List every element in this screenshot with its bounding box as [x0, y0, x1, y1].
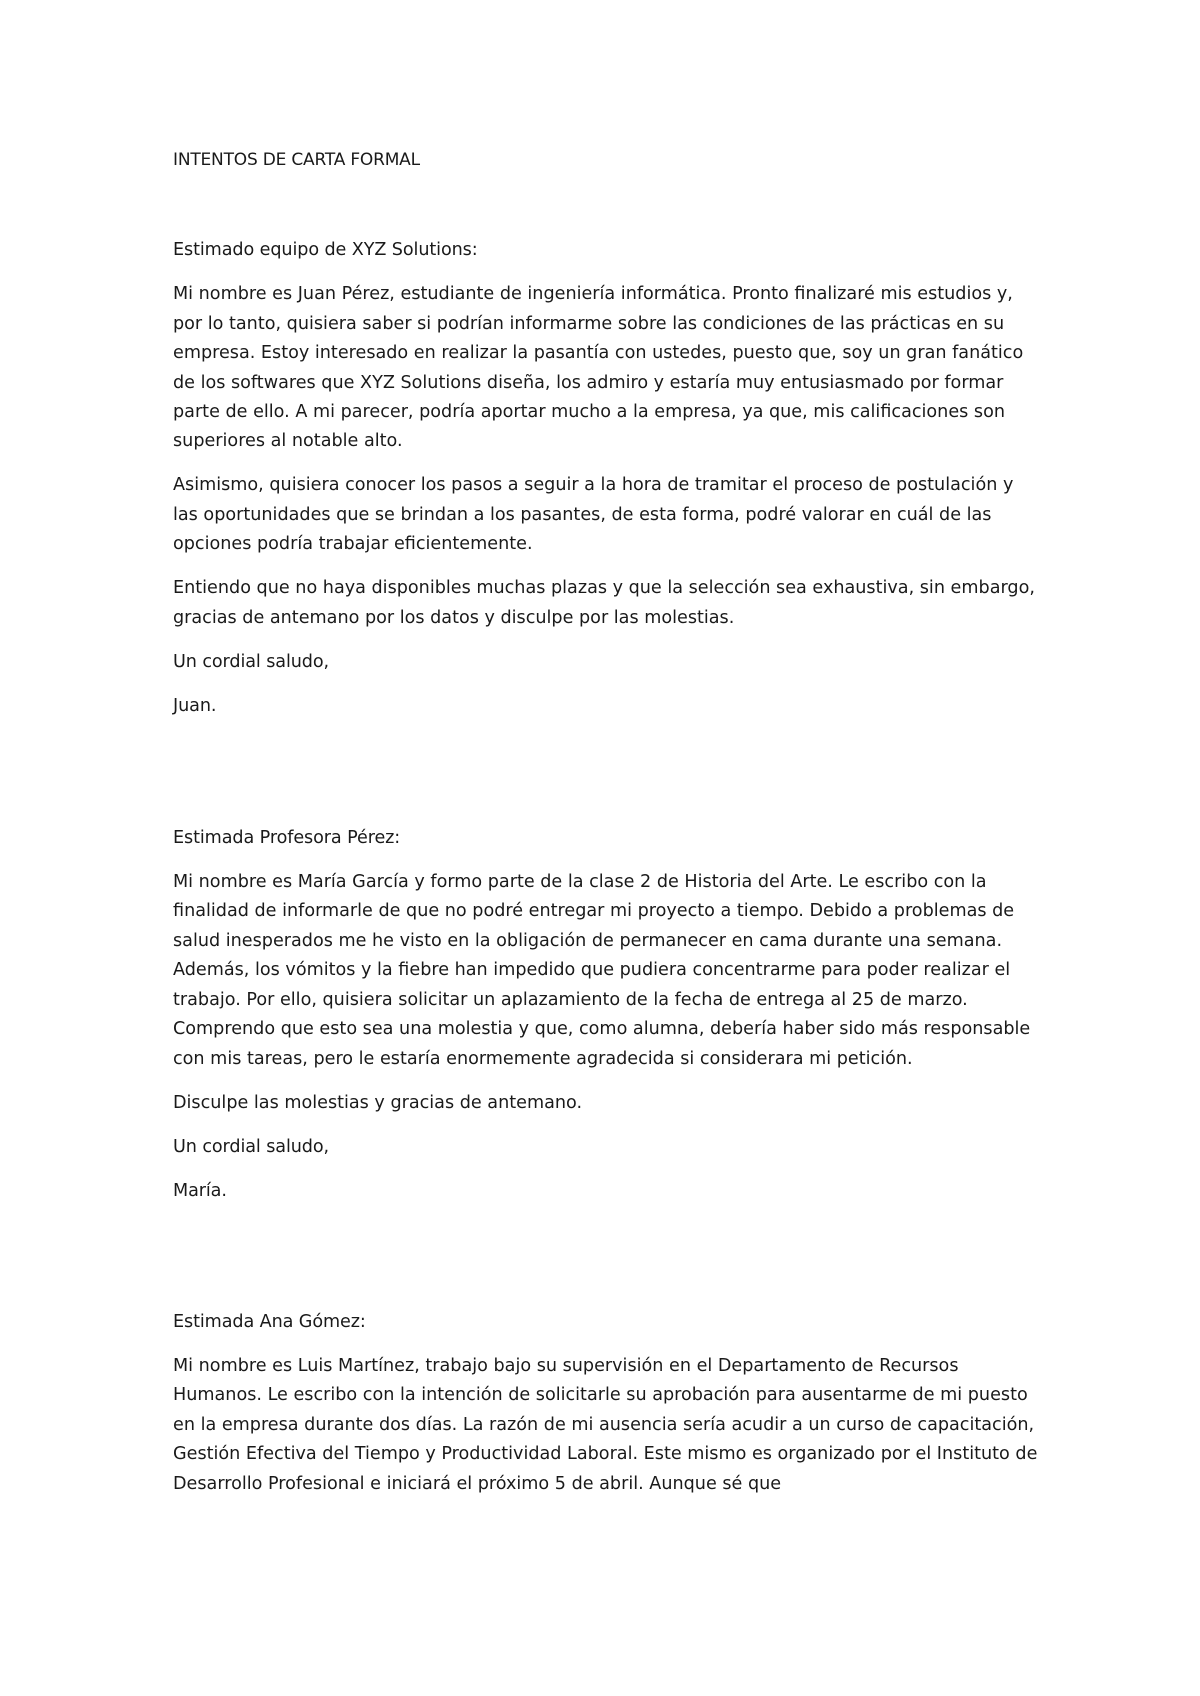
letter-closing: Un cordial saludo,: [173, 1136, 330, 1157]
letter-paragraph: Disculpe las molestias y gracias de antemano.: [173, 1092, 583, 1113]
letter-greeting: Estimado equipo de XYZ Solutions:: [173, 240, 478, 261]
letter-xyz-solutions: [173, 236, 1043, 721]
letter-paragraph: Mi nombre es Luis Martínez, trabajo bajo su supervisión en el Departamento de Recursos Humanos. Le escribo con la intención de solicitarle su aprobación para ausentarme de mi puesto en la empresa durante dos días. La razón de mi ausencia sería acudir a un curso de capacitación, Gestión Efectiva del Tiempo y Productividad Laboral. Este mismo es organizado por el Instituto de Desarrollo Profesional e iniciará el próximo 5 de abril. Aunque sé que: [173, 1355, 1038, 1494]
letter-greeting: Estimada Ana Gómez:: [173, 1311, 366, 1332]
letter-paragraph: Asimismo, quisiera conocer los pasos a seguir a la hora de tramitar el proceso de postulación y las oportunidades que se brindan a los pasantes, de esta forma, podré valorar en cuál de las opciones podría trabajar eficientemente.: [173, 475, 1014, 555]
letter-closing: Un cordial saludo,: [173, 651, 330, 672]
document-body: [173, 146, 1043, 1514]
letter-signature: María.: [173, 1180, 227, 1201]
document-title: INTENTOS DE CARTA FORMAL: [173, 150, 420, 170]
letter-paragraph: Entiendo que no haya disponibles muchas plazas y que la selección sea exhaustiva, sin embargo, gracias de antemano por los datos y disculpe por las molestias.: [173, 578, 1035, 628]
letter-paragraph: Mi nombre es María García y formo parte de la clase 2 de Historia del Arte. Le escribo con la finalidad de informarle de que no podré entregar mi proyecto a tiempo. Debido a problemas de salud inesperados me he visto en la obligación de permanecer en cama durante una semana. Además, los vómitos y la fiebre han impedido que pudiera concentrarme para poder realizar el trabajo. Por ello, quisiera solicitar un aplazamiento de la fecha de entrega al 25 de marzo. Comprendo que esto sea una molestia y que, como alumna, debería haber sido más responsable con mis tareas, pero le estaría enormemente agradecida si considerara mi petición.: [173, 872, 1031, 1069]
letter-signature: Juan.: [173, 695, 217, 716]
letter-paragraph: Mi nombre es Juan Pérez, estudiante de ingeniería informática. Pronto finalizaré mis estudios y, por lo tanto, quisiera saber si podrían informarme sobre las condiciones de las prácticas en su empresa. Estoy interesado en realizar la pasantía con ustedes, puesto que, soy un gran fanático de los softwares que XYZ Solutions diseña, los admiro y estaría muy entusiasmado por formar parte de ello. A mi parecer, podría aportar mucho a la empresa, ya que, mis calificaciones son superiores al notable alto.: [173, 284, 1024, 452]
letter-greeting: Estimada Profesora Pérez:: [173, 828, 401, 849]
letter-profesora-perez: [173, 824, 1043, 1206]
letter-ana-gomez: [173, 1308, 1043, 1499]
